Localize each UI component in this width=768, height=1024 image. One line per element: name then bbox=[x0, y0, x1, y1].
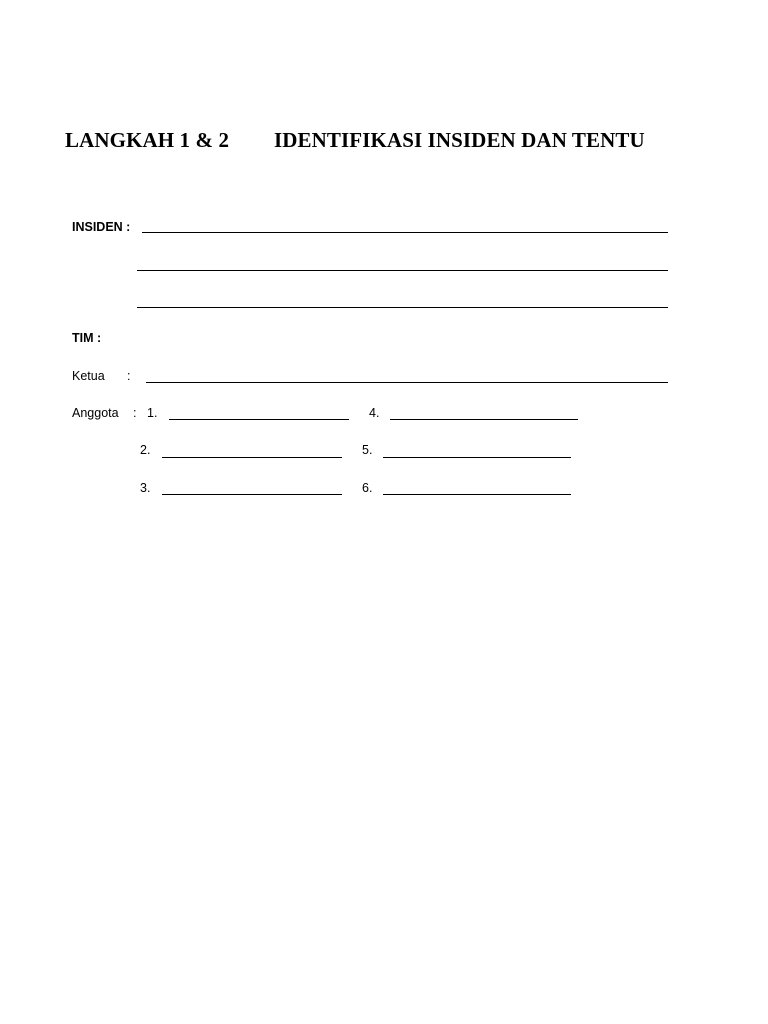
member-number-6: 6. bbox=[362, 481, 373, 495]
anggota-label: Anggota bbox=[72, 406, 119, 420]
ketua-label: Ketua bbox=[72, 369, 105, 383]
member-line-3[interactable] bbox=[162, 494, 342, 495]
member-line-5[interactable] bbox=[383, 457, 571, 458]
member-line-6[interactable] bbox=[383, 494, 571, 495]
ketua-colon: : bbox=[127, 369, 131, 383]
tim-label: TIM : bbox=[72, 331, 102, 345]
anggota-colon: : bbox=[133, 406, 137, 420]
member-number-5: 5. bbox=[362, 443, 373, 457]
insiden-line-1[interactable] bbox=[142, 232, 668, 233]
member-line-4[interactable] bbox=[390, 419, 578, 420]
member-number-1: 1. bbox=[147, 406, 158, 420]
member-number-4: 4. bbox=[369, 406, 380, 420]
member-number-2: 2. bbox=[140, 443, 151, 457]
insiden-label: INSIDEN : bbox=[72, 220, 131, 234]
member-line-2[interactable] bbox=[162, 457, 342, 458]
member-number-3: 3. bbox=[140, 481, 151, 495]
insiden-line-2[interactable] bbox=[137, 270, 668, 271]
title-text: IDENTIFIKASI INSIDEN DAN TENTU bbox=[274, 128, 645, 152]
member-line-1[interactable] bbox=[169, 419, 349, 420]
ketua-line[interactable] bbox=[146, 382, 668, 383]
page-title bbox=[65, 128, 645, 153]
insiden-line-3[interactable] bbox=[137, 307, 668, 308]
step-label: LANGKAH 1 & 2 bbox=[65, 128, 230, 152]
